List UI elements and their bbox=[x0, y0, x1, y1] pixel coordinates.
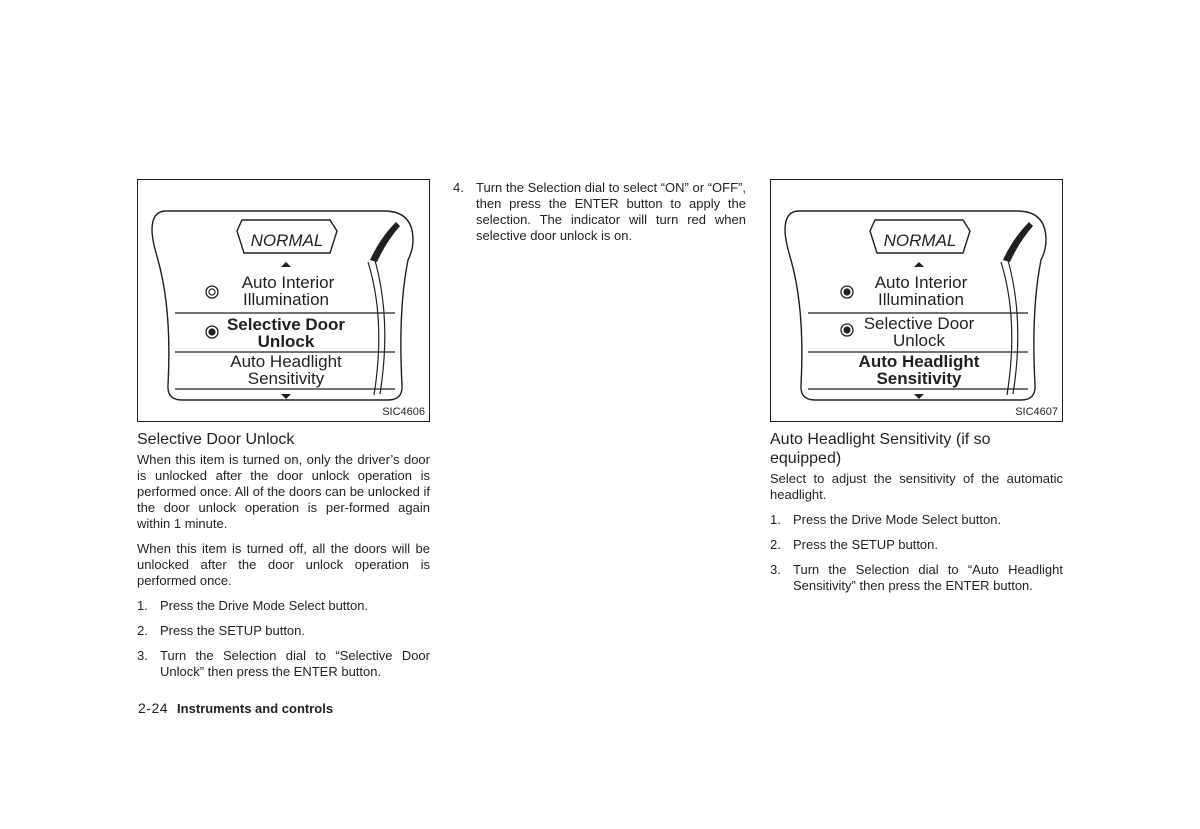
figure-code: SIC4606 bbox=[382, 406, 425, 418]
list-item bbox=[137, 623, 430, 639]
page-footer bbox=[138, 700, 333, 717]
section-title: Selective Door Unlock bbox=[137, 431, 295, 448]
step-number: 3. bbox=[770, 562, 781, 577]
menu-item-line1: Auto Interior bbox=[874, 273, 968, 292]
menu-item-line1: Selective Door bbox=[863, 314, 975, 333]
list-item bbox=[453, 180, 746, 244]
scroll-down-arrow-icon bbox=[914, 394, 924, 399]
scroll-up-arrow-icon bbox=[281, 262, 291, 267]
paragraph: Select to adjust the sensitivity of the automatic headlight. bbox=[770, 471, 1063, 502]
indicator-off-icon bbox=[206, 286, 218, 298]
figure-auto-headlight-sensitivity bbox=[770, 179, 1063, 422]
menu-item-line2: Unlock bbox=[893, 331, 945, 350]
middle-column bbox=[453, 180, 746, 244]
figure-code: SIC4607 bbox=[1015, 406, 1058, 418]
section-name: Instruments and controls bbox=[177, 701, 334, 716]
scroll-up-arrow-icon bbox=[914, 262, 924, 267]
section-title: Auto Headlight Sensitivity (if so equipped) bbox=[770, 431, 991, 467]
scroll-down-arrow-icon bbox=[281, 394, 291, 399]
step-text: Press the SETUP button. bbox=[160, 623, 305, 638]
mode-label: NORMAL bbox=[250, 231, 324, 250]
display-illustration bbox=[771, 180, 1064, 423]
figure-selective-door-unlock bbox=[137, 179, 430, 422]
step-text: Press the Drive Mode Select button. bbox=[793, 512, 1002, 527]
step-text: Turn the Selection dial to select “ON” or “OFF”, then press the ENTER button to apply the selection. The indicator will turn red when selective door unlock is on. bbox=[476, 180, 746, 243]
step-text: Press the Drive Mode Select button. bbox=[160, 598, 369, 613]
menu-item-line1-selected: Auto Headlight bbox=[858, 352, 980, 371]
right-column bbox=[770, 430, 1063, 594]
step-number: 3. bbox=[137, 648, 148, 663]
display-illustration bbox=[138, 180, 431, 423]
menu-item-line1-selected: Selective Door bbox=[226, 315, 346, 334]
list-item bbox=[770, 537, 1063, 553]
scroll-track bbox=[368, 262, 379, 395]
scroll-thumb bbox=[370, 222, 400, 262]
list-item bbox=[770, 562, 1063, 594]
paragraph: When this item is turned on, only the driver’s door is unlocked after the door unlock operation is performed once. All of the doors can be unlocked if the door unlock operation is per-formed again within 1 minute. bbox=[137, 452, 430, 531]
step-number: 2. bbox=[137, 623, 148, 638]
menu-item-line2-selected: Unlock bbox=[257, 332, 315, 351]
menu-item-line2: Sensitivity bbox=[247, 369, 325, 388]
menu-item-line2: Illumination bbox=[243, 290, 329, 309]
step-text: Press the SETUP button. bbox=[793, 537, 938, 552]
mode-label: NORMAL bbox=[883, 231, 957, 250]
list-item bbox=[137, 648, 430, 680]
scroll-thumb bbox=[1003, 222, 1033, 262]
paragraph: When this item is turned off, all the doors will be unlocked after the door unlock operation is performed once. bbox=[137, 541, 430, 588]
menu-item-line1: Auto Interior bbox=[241, 273, 335, 292]
step-number: 1. bbox=[137, 598, 148, 613]
page-number: 2-24 bbox=[138, 700, 169, 716]
menu-item-line2: Illumination bbox=[878, 290, 964, 309]
list-item bbox=[137, 598, 430, 614]
menu-item-line2-selected: Sensitivity bbox=[876, 369, 962, 388]
list-item bbox=[770, 512, 1063, 528]
step-text: Turn the Selection dial to “Auto Headlight Sensitivity” then press the ENTER button. bbox=[793, 562, 1063, 593]
step-number: 2. bbox=[770, 537, 781, 552]
scroll-track bbox=[1001, 262, 1012, 395]
step-number: 1. bbox=[770, 512, 781, 527]
left-column bbox=[137, 430, 430, 680]
step-number: 4. bbox=[453, 180, 464, 195]
step-text: Turn the Selection dial to “Selective Door Unlock” then press the ENTER button. bbox=[160, 648, 430, 679]
menu-item-line1: Auto Headlight bbox=[230, 352, 342, 371]
